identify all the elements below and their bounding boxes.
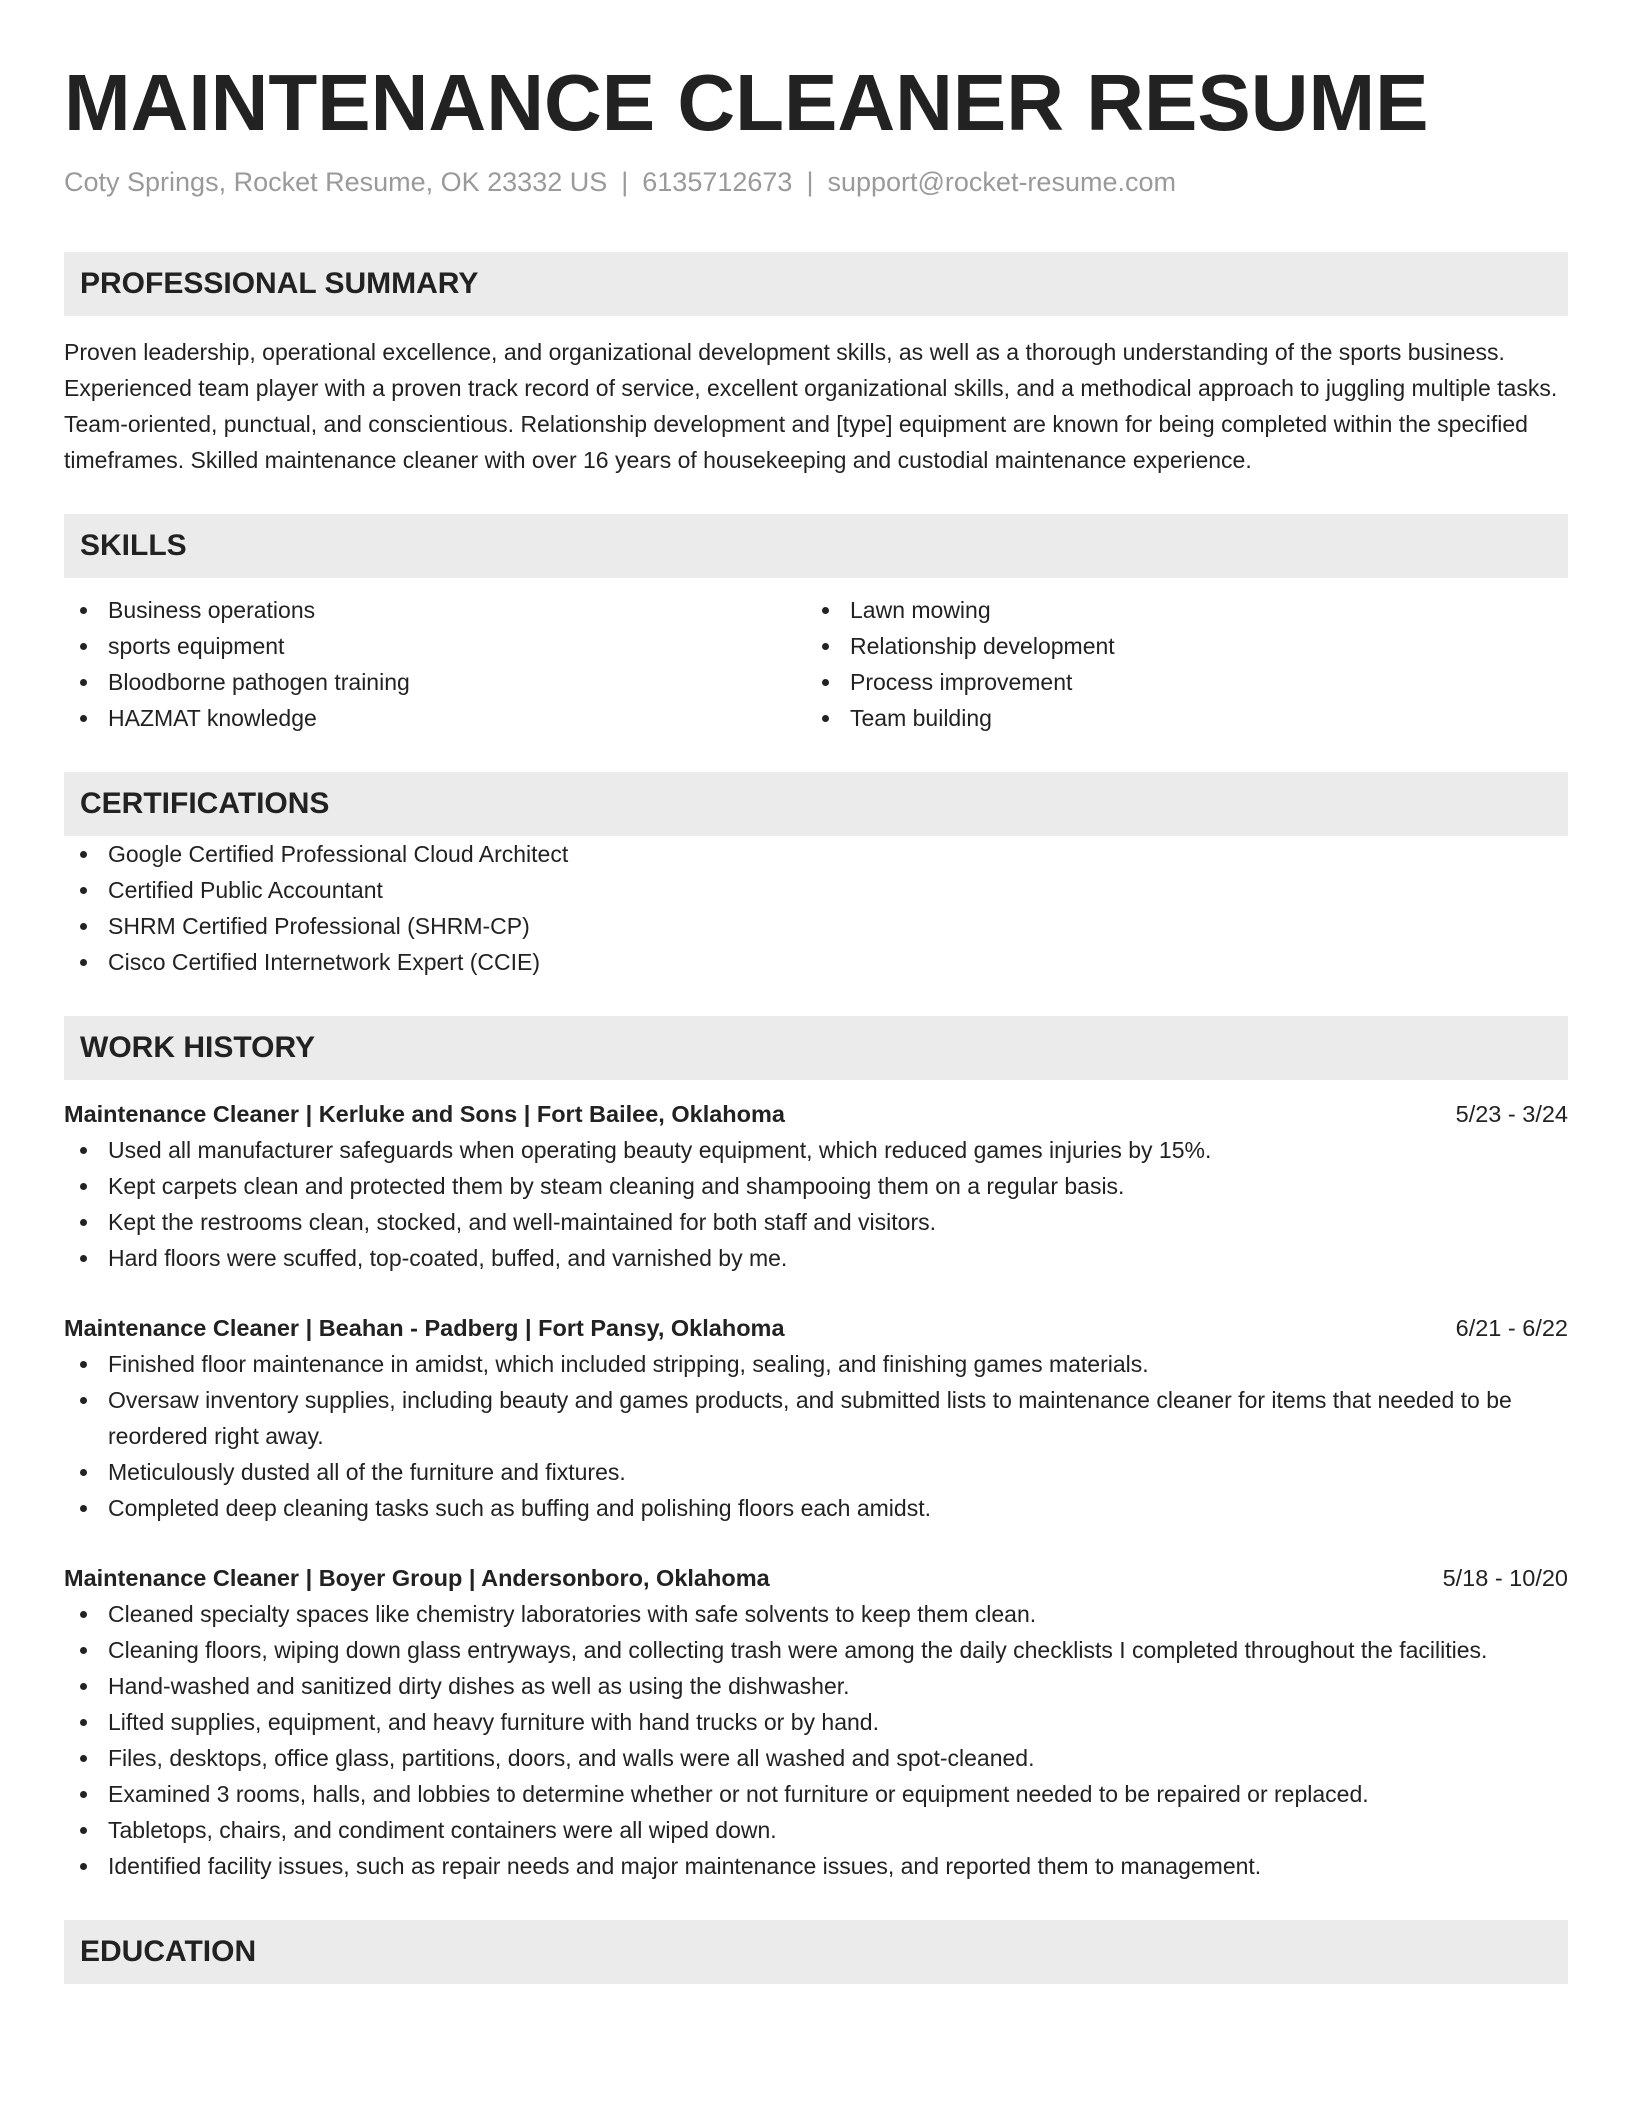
job-bullet: Identified facility issues, such as repair needs and major maintenance issues, and reported them to management. xyxy=(64,1848,1568,1884)
job-bullet: Kept carpets clean and protected them by steam cleaning and shampooing them on a regular basis. xyxy=(64,1168,1568,1204)
section-heading-certifications: CERTIFICATIONS xyxy=(64,772,1568,836)
skills-column-left xyxy=(64,592,806,736)
job-title: Maintenance Cleaner | Kerluke and Sons | Fort Bailee, Oklahoma xyxy=(64,1101,785,1127)
contact-separator: | xyxy=(621,167,629,197)
job-bullet: Kept the restrooms clean, stocked, and well-maintained for both staff and visitors. xyxy=(64,1204,1568,1240)
contact-separator: | xyxy=(806,167,814,197)
job-bullet: Lifted supplies, equipment, and heavy furniture with hand trucks or by hand. xyxy=(64,1704,1568,1740)
job-title: Maintenance Cleaner | Boyer Group | Andersonboro, Oklahoma xyxy=(64,1565,770,1591)
job-bullet: Tabletops, chairs, and condiment containers were all wiped down. xyxy=(64,1812,1568,1848)
skill-item: HAZMAT knowledge xyxy=(64,700,806,736)
job-header xyxy=(64,1310,1568,1346)
skill-item: sports equipment xyxy=(64,628,806,664)
job-bullets xyxy=(64,1596,1568,1884)
job-bullet: Completed deep cleaning tasks such as buffing and polishing floors each amidst. xyxy=(64,1490,1568,1526)
section-heading-work-history: WORK HISTORY xyxy=(64,1016,1568,1080)
job-bullets xyxy=(64,1346,1568,1526)
job-header xyxy=(64,1560,1568,1596)
resume-page xyxy=(64,0,1568,1984)
job-bullet: Cleaned specialty spaces like chemistry laboratories with safe solvents to keep them clean. xyxy=(64,1596,1568,1632)
section-heading-summary: PROFESSIONAL SUMMARY xyxy=(64,252,1568,316)
job-bullet: Meticulously dusted all of the furniture and fixtures. xyxy=(64,1454,1568,1490)
skill-item: Bloodborne pathogen training xyxy=(64,664,806,700)
skill-item: Team building xyxy=(806,700,1568,736)
job-dates: 5/18 - 10/20 xyxy=(1442,1565,1568,1591)
contact-line xyxy=(64,164,1568,200)
job-title: Maintenance Cleaner | Beahan - Padberg | Fort Pansy, Oklahoma xyxy=(64,1315,785,1341)
section-heading-skills: SKILLS xyxy=(64,514,1568,578)
resume-title: MAINTENANCE CLEANER RESUME xyxy=(64,58,1429,147)
job-bullet: Examined 3 rooms, halls, and lobbies to determine whether or not furniture or equipment needed to be repaired or replaced. xyxy=(64,1776,1568,1812)
job-bullet: Cleaning floors, wiping down glass entryways, and collecting trash were among the daily checklists I completed throughout the facilities. xyxy=(64,1632,1568,1668)
certification-item: Google Certified Professional Cloud Architect xyxy=(64,836,1568,872)
job-header xyxy=(64,1096,1568,1132)
job-bullets xyxy=(64,1132,1568,1276)
skill-item: Process improvement xyxy=(806,664,1568,700)
job-entry xyxy=(64,1096,1568,1276)
job-entry xyxy=(64,1560,1568,1884)
skill-item: Business operations xyxy=(64,592,806,628)
certification-item: Certified Public Accountant xyxy=(64,872,1568,908)
job-dates: 5/23 - 3/24 xyxy=(1455,1101,1568,1127)
skill-item: Relationship development xyxy=(806,628,1568,664)
job-dates: 6/21 - 6/22 xyxy=(1455,1315,1568,1341)
skills-grid xyxy=(64,592,1568,736)
contact-address: Coty Springs, Rocket Resume, OK 23332 US xyxy=(64,167,608,197)
skill-item: Lawn mowing xyxy=(806,592,1568,628)
section-heading-education: EDUCATION xyxy=(64,1920,1568,1984)
certifications-list xyxy=(64,836,1568,980)
certification-item: SHRM Certified Professional (SHRM-CP) xyxy=(64,908,1568,944)
summary-text: Proven leadership, operational excellence, and organizational development skills, as well as a thorough understanding of the sports business. Experienced team player with a proven track record of service, excellent organizational skills, and a methodical approach to juggling multiple tasks. Team-oriented, punctual, and conscientious. Relationship development and [type] equipment are known for being completed within the specified timeframes. Skilled maintenance cleaner with over 16 years of housekeeping and custodial maintenance experience. xyxy=(64,339,1558,473)
certification-item: Cisco Certified Internetwork Expert (CCIE) xyxy=(64,944,1568,980)
job-bullet: Hard floors were scuffed, top-coated, buffed, and varnished by me. xyxy=(64,1240,1568,1276)
job-bullet: Hand-washed and sanitized dirty dishes as well as using the dishwasher. xyxy=(64,1668,1568,1704)
job-bullet: Files, desktops, office glass, partitions, doors, and walls were all washed and spot-cleaned. xyxy=(64,1740,1568,1776)
job-entry xyxy=(64,1310,1568,1526)
job-bullet: Finished floor maintenance in amidst, which included stripping, sealing, and finishing games materials. xyxy=(64,1346,1568,1382)
job-bullet: Used all manufacturer safeguards when operating beauty equipment, which reduced games injuries by 15%. xyxy=(64,1132,1568,1168)
contact-phone: 6135712673 xyxy=(642,167,793,197)
skills-column-right xyxy=(806,592,1568,736)
contact-email: support@rocket-resume.com xyxy=(827,167,1176,197)
job-bullet: Oversaw inventory supplies, including beauty and games products, and submitted lists to maintenance cleaner for items that needed to be reordered right away. xyxy=(64,1382,1568,1454)
